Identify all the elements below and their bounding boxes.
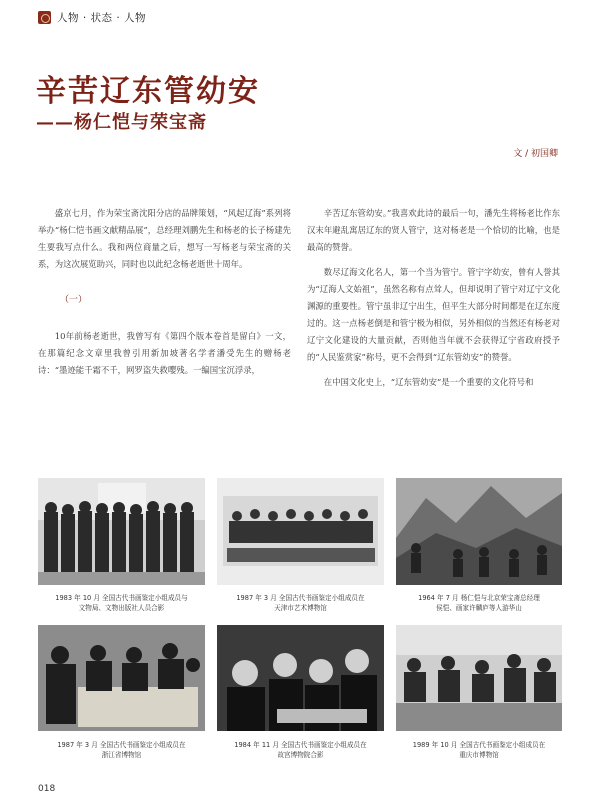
text-column-right (307, 205, 560, 391)
paragraph: 辛苦辽东管幼安。”我喜欢此诗的最后一句，潘先生将杨老比作东汉末年避乱寓居辽东的贤人管宁，这对杨老是一个恰切的比喻，也是最高的赞誉。 (307, 208, 560, 252)
photo-caption: 1983 年 10 月 全国古代书画鉴定小组成员与 文物局、文物出版社人员合影 (55, 594, 188, 612)
photo-experts-closeup (217, 625, 384, 731)
seal-logo-icon (38, 11, 51, 24)
photo-caption: 1987 年 3 月 全国古代书画鉴定小组成员在 浙江省博物馆 (57, 741, 186, 759)
photo-caption: 1984 年 11 月 全国古代书画鉴定小组成员在 故宫博物院合影 (234, 741, 367, 759)
article-author: 文 / 初国卿 (513, 149, 558, 159)
photo-caption: 1987 年 3 月 全国古代书画鉴定小组成员在 天津市艺术博物馆 (236, 594, 365, 612)
article-subtitle: ——杨仁恺与荣宝斋 (36, 112, 207, 133)
photo-mountain-trip (396, 478, 562, 585)
photo-seated-group (217, 478, 384, 585)
paragraph: 数尽辽海文化名人，第一个当为管宁。管宁字幼安，曾有人誉其为“辽海人文始祖”，虽然名称有点耸人，但却说明了管宁对辽宁文化渊源的重要性。管宁虽非辽宁出生，但平生大部分时间都是在辽东度过的。这一点杨老倒是和管宁极为相似，另外相似的当然还有杨老对辽宁文化建设的大量贡献，否则他当年就不会获得辽宁省政府授予的“人民鉴赏家”称号，更不会得到“辽东管幼安”的赞誉。 (307, 267, 560, 362)
text-column-left (38, 205, 291, 379)
article-title: 辛苦辽东管幼安 (36, 74, 260, 109)
section-number: （一） (60, 295, 88, 305)
photo-caption: 1989 年 10 月 全国古代书画鉴定小组成员在 重庆市博物馆 (412, 741, 546, 759)
section-header (38, 9, 146, 25)
paragraph: 10年前杨老逝世，我曾写有《第四个版本卷首是留白》一文，在那篇纪念文章里我曾引用新加坡著名学者潘受先生的赠杨老诗：“墨迹能千霜不千，网罗盗失救嘤残。一编国宝沉浮录， (38, 331, 291, 375)
paragraph: 盛京七月，作为荣宝斋沈阳分店的品牌策划，“风起辽海”系列将举办“杨仁恺书画文献精品展”，总经理刘鹏先生和杨老的长子杨建先生要我写点什么。我和两位商量之后，想写一写杨老与荣宝斋的关系，为这次展览助兴，同时也以此纪念杨老逝世十周年。 (38, 208, 291, 269)
page-number: 018 (38, 784, 56, 794)
photo-group-standing (38, 478, 205, 585)
photo-examining-painting (38, 625, 205, 731)
section-label: 人物 · 状态 · 人物 (57, 11, 147, 24)
paragraph: 在中国文化史上，“辽东管幼安”是一个重要的文化符号和 (323, 377, 534, 387)
photo-table-group (396, 625, 562, 731)
photo-caption: 1964 年 7 月 杨仁恺与北京荣宝斋总经理 侯恺、画家许麟庐等人游华山 (418, 594, 540, 612)
